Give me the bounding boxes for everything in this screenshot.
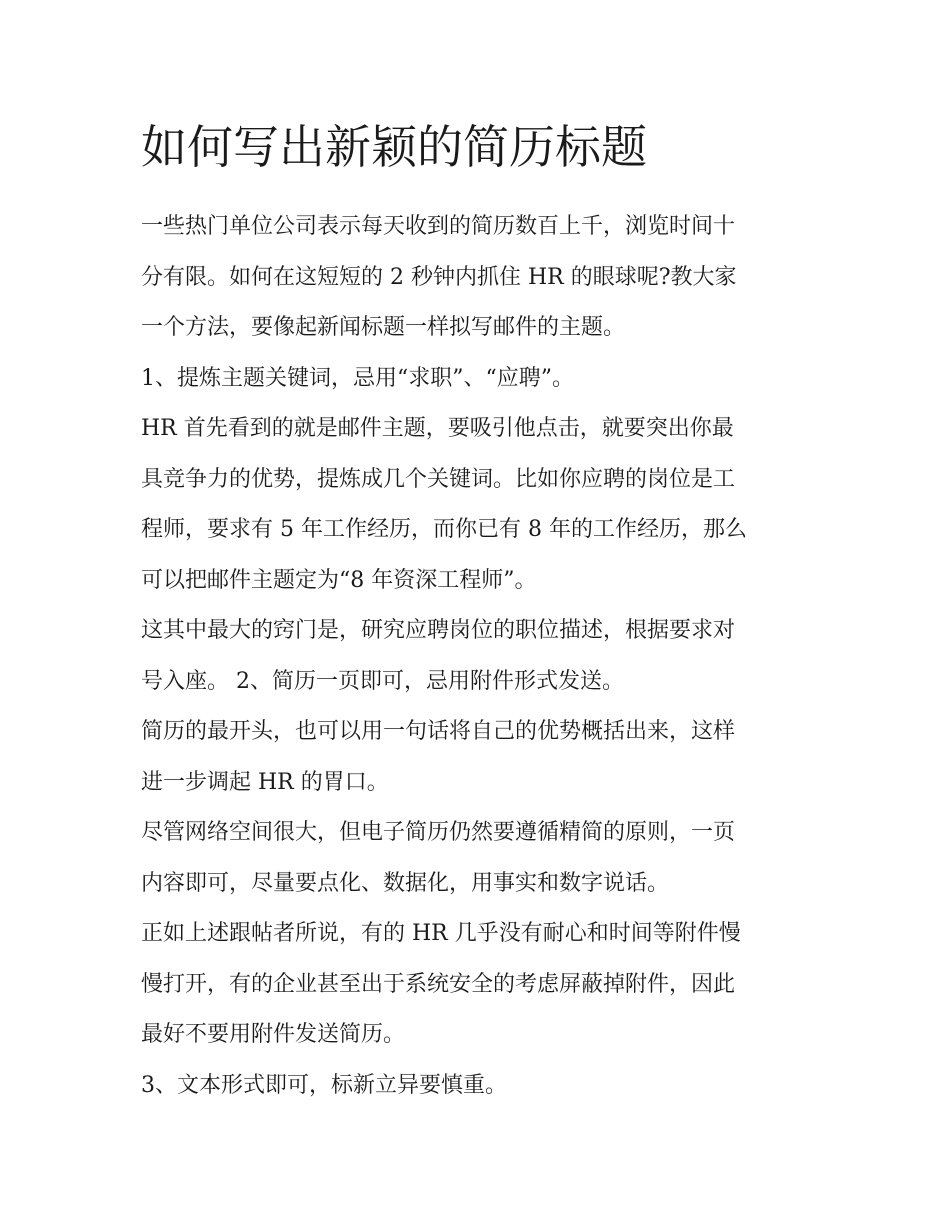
section-heading-3: 3、文本形式即可，标新立异要慎重。 (141, 1072, 507, 1098)
text-line: 慢打开，有的企业甚至出于系统安全的考虑屏蔽掉附件，因此 (141, 971, 736, 997)
text-line: 号入座。 2、简历一页即可，忌用附件形式发送。 (141, 668, 624, 694)
text-line: 内容即可，尽量要点化、数据化，用事实和数字说话。 (141, 870, 670, 896)
text-line: 尽管网络空间很大，但电子简历仍然要遵循精简的原则，一页 (141, 820, 736, 845)
text-line: 一些热门单位公司表示每天收到的简历数百上千，浏览时间十 (141, 214, 736, 239)
text-line: 简历的最开头，也可以用一句话将自己的优势概括出来，这样 (141, 719, 736, 744)
text-line: HR 首先看到的就是邮件主题，要吸引他点击，就要突出你最 (141, 416, 734, 441)
text-line: 可以把邮件主题定为“8 年资深工程师”。 (141, 567, 537, 593)
text-line: 程师，要求有 5 年工作经历，而你已有 8 年的工作经历，那么 (141, 517, 747, 542)
section-heading-1: 1、提炼主题关键词，忌用“求职”、“应聘”。 (141, 365, 574, 391)
text-line: 分有限。如何在这短短的 2 秒钟内抓住 HR 的眼球呢?教大家 (141, 264, 737, 290)
text-line: 最好不要用附件发送简历。 (141, 1022, 406, 1047)
text-line: 这其中最大的窍门是，研究应聘岗位的职位描述，根据要求对 (141, 618, 736, 643)
text-line: 一个方法，要像起新闻标题一样拟写邮件的主题。 (141, 315, 626, 340)
document-page (141, 112, 813, 1111)
text-line: 正如上述跟帖者所说，有的 HR 几乎没有耐心和时间等附件慢 (141, 921, 741, 946)
document-title: 如何写出新颖的简历标题 (141, 120, 647, 174)
text-line: 进一步调起 HR 的胃口。 (141, 769, 389, 795)
text-line: 具竞争力的优势，提炼成几个关键词。比如你应聘的岗位是工 (141, 466, 736, 492)
